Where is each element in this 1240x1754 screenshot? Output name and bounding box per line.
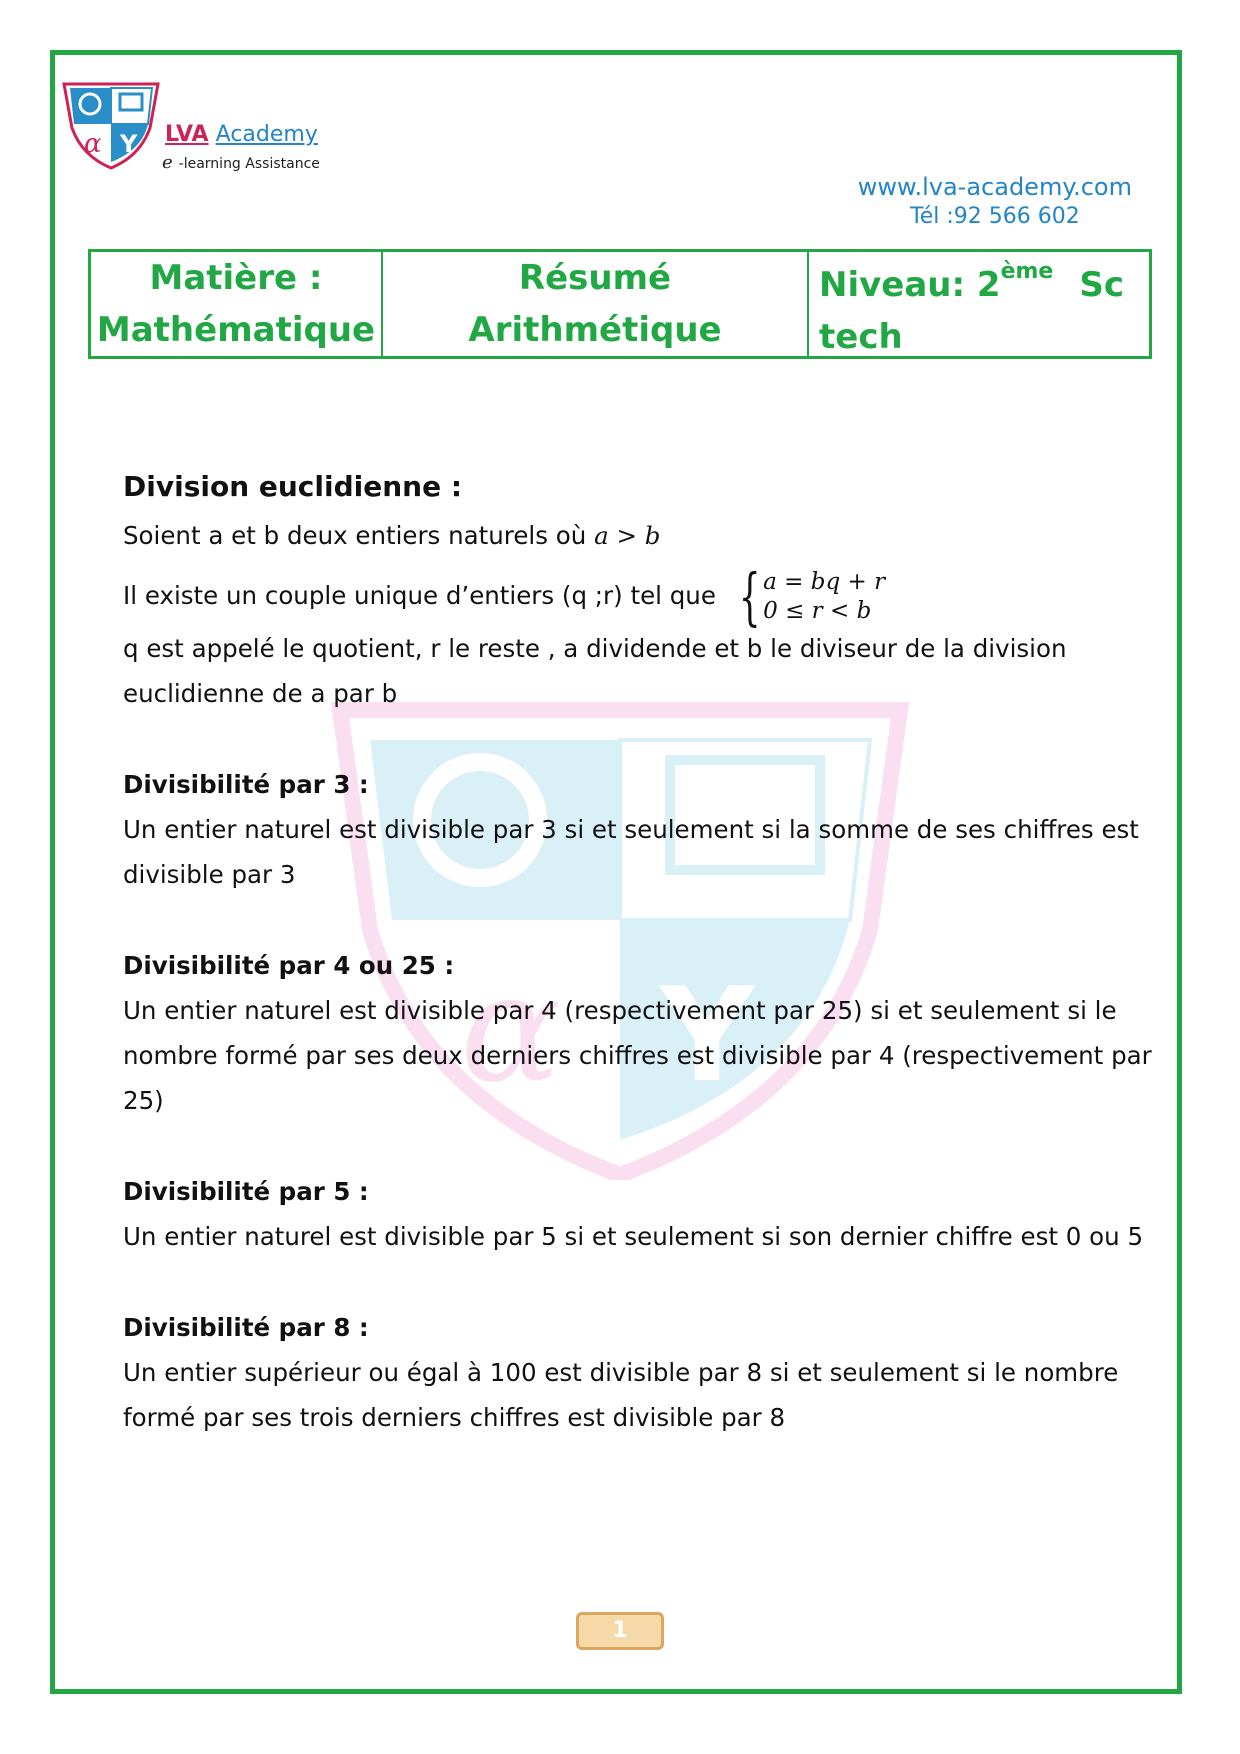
div3-line-1: Un entier naturel est divisible par 3 si et seulement si la somme de ses chiffres est — [123, 815, 1139, 844]
heading-div5: Divisibilité par 5 : — [123, 1177, 369, 1206]
division-line-4: euclidienne de a par b — [123, 679, 398, 708]
svg-text:Y: Y — [120, 130, 138, 158]
div4-line-3: 25) — [123, 1086, 164, 1115]
phone-number: Tél :92 566 602 — [910, 204, 1080, 229]
svg-text:Y: Y — [660, 959, 755, 1111]
heading-div8: Divisibilité par 8 : — [123, 1313, 369, 1342]
system-line-1: a = bq + r — [763, 569, 886, 595]
system-line-2: 0 ≤ r < b — [763, 598, 872, 624]
div8-line-1: Un entier supérieur ou égal à 100 est divisible par 8 si et seulement si le nombre — [123, 1358, 1119, 1387]
div4-line-1: Un entier naturel est divisible par 4 (respectivement par 25) si et seulement si le — [123, 996, 1117, 1025]
heading-div4: Divisibilité par 4 ou 25 : — [123, 951, 455, 980]
division-line-2-text: Il existe un couple unique d’entiers (q ;r) tel que — [123, 581, 724, 610]
cell-matiere — [91, 252, 383, 356]
niveau-label: Niveau: 2 — [819, 264, 1001, 305]
heading-division: Division euclidienne : — [123, 470, 463, 503]
division-line-1-math: a > b — [594, 521, 661, 550]
matiere-label: Matière : — [149, 258, 323, 298]
page-number: 1 — [576, 1612, 664, 1650]
matiere-value: Mathématique — [96, 310, 376, 350]
contact-info — [858, 172, 1132, 232]
brace-glyph: { — [738, 560, 761, 633]
niveau-tech: tech — [819, 316, 903, 357]
brand-name — [165, 122, 318, 147]
div3-line-2: divisible par 3 — [123, 860, 296, 889]
tagline-text: -learning Assistance — [178, 156, 320, 172]
div4-line-2: nombre formé par ses deux derniers chiffres est divisible par 4 (respectivement par — [123, 1041, 1152, 1070]
division-line-2 — [123, 560, 1183, 633]
brand-tagline — [162, 152, 320, 173]
website-link[interactable]: www.lva-academy.com — [857, 173, 1132, 201]
niveau-line — [819, 246, 1149, 311]
tagline-e: e — [162, 152, 173, 173]
cell-niveau — [809, 252, 1149, 356]
cell-resume — [383, 252, 809, 356]
info-table — [88, 249, 1152, 359]
svg-text:α: α — [84, 129, 102, 159]
svg-text:α: α — [460, 942, 562, 1116]
division-line-3: q est appelé le quotient, r le reste , a dividende et b le diviseur de la division — [123, 634, 1067, 663]
div5-line-1: Un entier naturel est divisible par 5 si et seulement si son dernier chiffre est 0 ou 5 — [123, 1222, 1144, 1251]
niveau-sup: ème — [1000, 258, 1054, 284]
heading-div3: Divisibilité par 3 : — [123, 770, 369, 799]
resume-value: Arithmétique — [468, 310, 722, 350]
brand-lva: LVA — [165, 122, 209, 147]
brand-academy: Academy — [215, 122, 318, 147]
resume-label: Résumé — [518, 258, 672, 298]
division-system — [730, 560, 886, 633]
div8-line-2: formé par ses trois derniers chiffres est divisible par 8 — [123, 1403, 786, 1432]
lva-shield-logo — [58, 78, 164, 170]
niveau-sc: Sc — [1079, 264, 1124, 305]
division-line-1-text: Soient a et b deux entiers naturels où — [123, 521, 595, 550]
division-line-1 — [123, 513, 1183, 559]
